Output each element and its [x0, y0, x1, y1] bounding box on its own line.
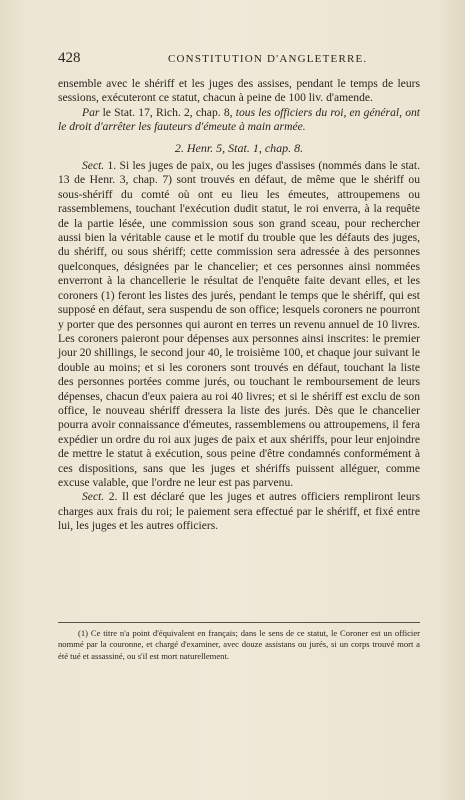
- paragraph-lead-word: Par: [82, 105, 100, 119]
- paragraph-statute-rich: [58, 106, 420, 135]
- running-title: CONSTITUTION D'ANGLETERRE.: [168, 53, 368, 65]
- footnote-divider: [58, 622, 420, 623]
- footnote: [58, 628, 420, 662]
- body-text: [58, 77, 420, 534]
- section-2-label: Sect.: [82, 490, 105, 504]
- page-number: 428: [58, 50, 81, 66]
- section-2-text: 2. Il est déclaré que les juges et autres officiers rempliront leurs charges aux frais du roi; le paiement sera effectué par le shériff, et fixé entre lui, les juges et les autres officiers.: [58, 490, 420, 533]
- page-header: [58, 50, 420, 68]
- footnote-text: (1) Ce titre n'a point d'équivalent en français; dans le sens de ce statut, le Coroner est un officier nommé par la couronne, et chargé d'examiner, avec douze assistans ou jurés, si un corps trouvé mort a été tué et assassiné, ou s'il est mort naturellement.: [58, 628, 420, 661]
- statute-heading: 2. Henr. 5, Stat. 1, chap. 8.: [174, 140, 304, 155]
- section-2-paragraph: [58, 490, 420, 533]
- paragraph-italic-clause: tous les officiers du roi, en général, ont le droit d'arrêter les fauteurs d'émeute à main armée.: [58, 105, 421, 134]
- section-1-label: Sect.: [82, 159, 105, 173]
- section-1-text: 1. Si les juges de paix, ou les juges d'assises (nommés dans le stat. 13 de Henr. 3, chap. 7) sont trouvés en défaut, de même que le shériff ou sous-shériff du comté où ont eu lieu les émeutes, attroupemens ou rassemblemens, touchant l'exécution dudit statut, le roi enverra, à la requête de la partie lésée, une commission sous son grand sceau, pour rechercher aussi bien la véritable cause et le motif du trouble que les défauts des juges, du shériff, ou sous shériff; cette commission sera adressée à des personnes quelconques, désignées par le chancelier; et ces personnes ainsi nommées enverront à la chancellerie le résultat de l'enquête faite devant elles, et les coroners (1) feront les listes des jurés, pendant le temps que le shériff, qui est supposé en défaut, sera suspendu de son office; lesquels coroners ne pourront y porter que des personnes qui auront en terres un revenu annuel de 10 livres. Les coroners paieront pour dépenses aux personnes ainsi inscrites: le premier jour 20 shillings, le second jour 40, le troisième 100, et chaque jour suivant le double au moins; et si les coroners sont trouvés en défaut, touchant la liste des personnes portées comme jurés, ou touchant le remboursement de leurs dépenses, chacun d'eux paiera au roi 40 livres; et si le shériff est exclu de son office, le nouveau shériff dressera la liste des jurés. Dès que le chancelier pourra avoir connaissance d'émeutes, rassemblemens ou attroupemens, il fera expédier un ordre du roi aux juges de paix et aux shériffs, pour leur enjoindre de mettre le statut à exécution, sous peine d'être condamnés conformément à ces dispositions, sans que les juges et shériffs puissent alléguer, comme excuse valable, que l'ordre ne leur est pas parvenu.: [58, 159, 420, 489]
- paragraph-statute-reference: le Stat. 17, Rich. 2, chap. 8,: [99, 105, 236, 119]
- paragraph-continuation: ensemble avec le shériff et les juges des assises, pendant le temps de leurs sessions, exécuteront ce statut, chacun à peine de 100 liv. d'amende.: [58, 77, 420, 105]
- section-1-paragraph: [58, 159, 420, 490]
